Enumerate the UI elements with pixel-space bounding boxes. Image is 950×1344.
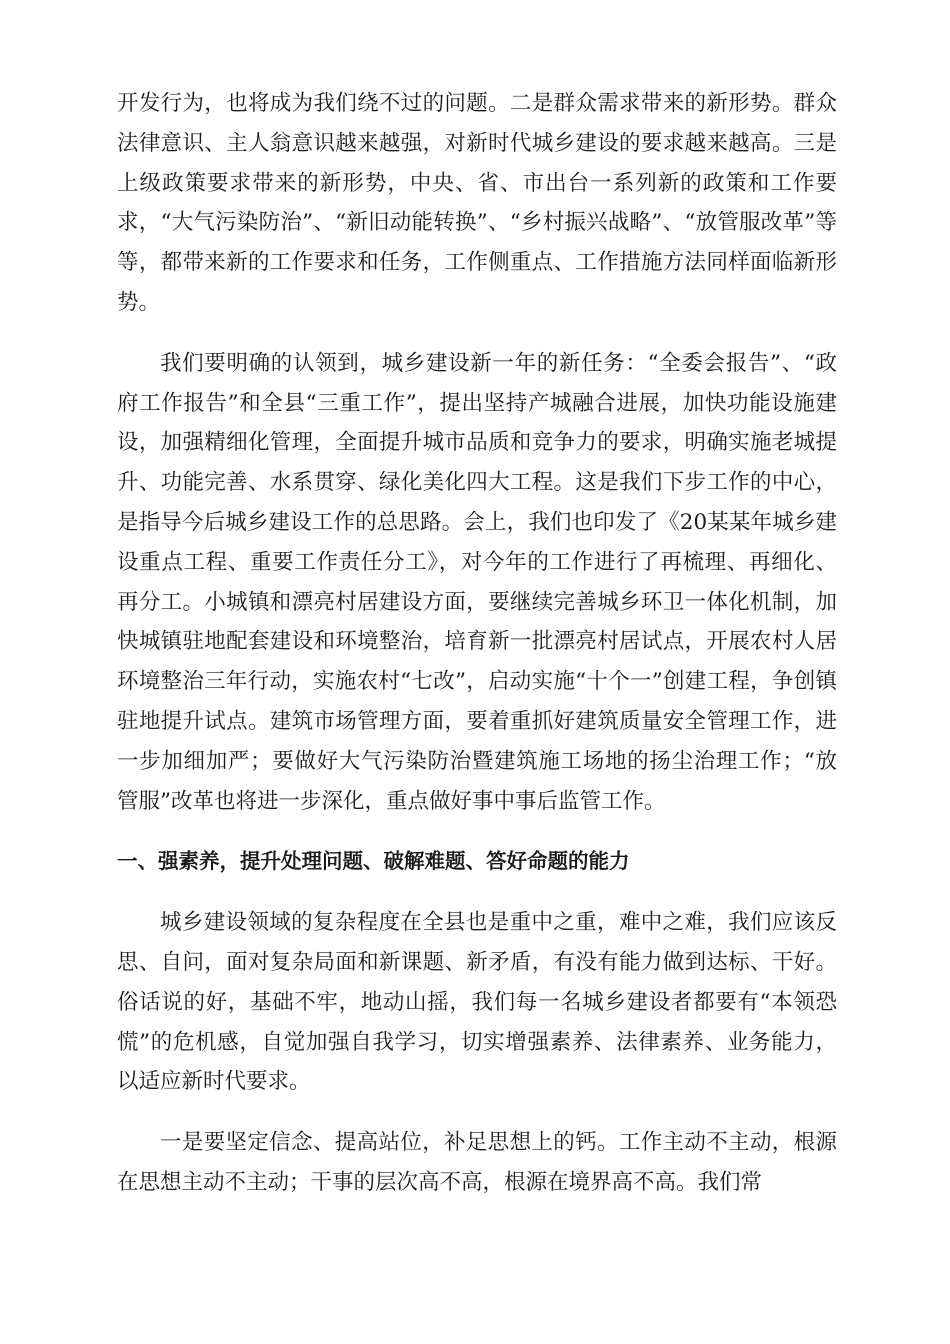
paragraph-complexity: 城乡建设领域的复杂程度在全县也是重中之重，难中之难，我们应该反思、自问，面对复杂局面和新课题、新矛盾，有没有能力做到达标、干好。俗话说的好，基础不牢，地动山摇，我们每一名城乡建设者都要有“本领恐慌”的危机感，自觉加强自我学习，切实增强素养、法律素养、业务能力，以适应新时代要求。 [117,910,837,1095]
section-heading-strengthen-literacy: 一、强素养，提升处理问题、破解难题、答好命题的能力 [117,849,630,874]
paragraph-new-tasks: 我们要明确的认领到，城乡建设新一年的新任务：“全委会报告”、“政府工作报告”和全县“三重工作”，提出坚持产城融合进展，加快功能设施建设，加强精细化管理，全面提升城市品质和竞争力的要求，明确实施老城提升、功能完善、水系贯穿、绿化美化四大工程。这是我们下步工作的中心，是指导今后城乡建设工作的总思路。会上，我们也印发了《20某某年城乡建设重点工程、重要工作责任分工》，对今年的工作进行了再梳理、再细化、再分工。小城镇和漂亮村居建设方面，要继续完善城乡环卫一体化机制，加快城镇驻地配套建设和环境整治，培育新一批漂亮村居试点，开展农村人居环境整治三年行动，实施农村“七改”，启动实施“十个一”创建工程，争创镇驻地提升试点。建筑市场管理方面，要着重抓好建筑质量安全管理工作，进一步加细加严；要做好大气污染防治暨建筑施工场地的扬尘治理工作；“放管服”改革也将进一步深化，重点做好事中事后监管工作。 [117,350,837,814]
paragraph-firm-belief: 一是要坚定信念、提高站位，补足思想上的钙。工作主动不主动，根源在思想主动不主动；干事的层次高不高，根源在境界高不高。我们常 [117,1130,837,1195]
document-body [117,84,837,1224]
paragraph-continued-new-situations: 开发行为，也将成为我们绕不过的问题。二是群众需求带来的新形势。群众法律意识、主人翁意识越来越强，对新时代城乡建设的要求越来越高。三是上级政策要求带来的新形势，中央、省、市出台一系列新的政策和工作要求，“大气污染防治”、“新旧动能转换”、“乡村振兴战略”、“放管服改革”等等，都带来新的工作要求和任务，工作侧重点、工作措施方法同样面临新形势。 [117,91,837,315]
